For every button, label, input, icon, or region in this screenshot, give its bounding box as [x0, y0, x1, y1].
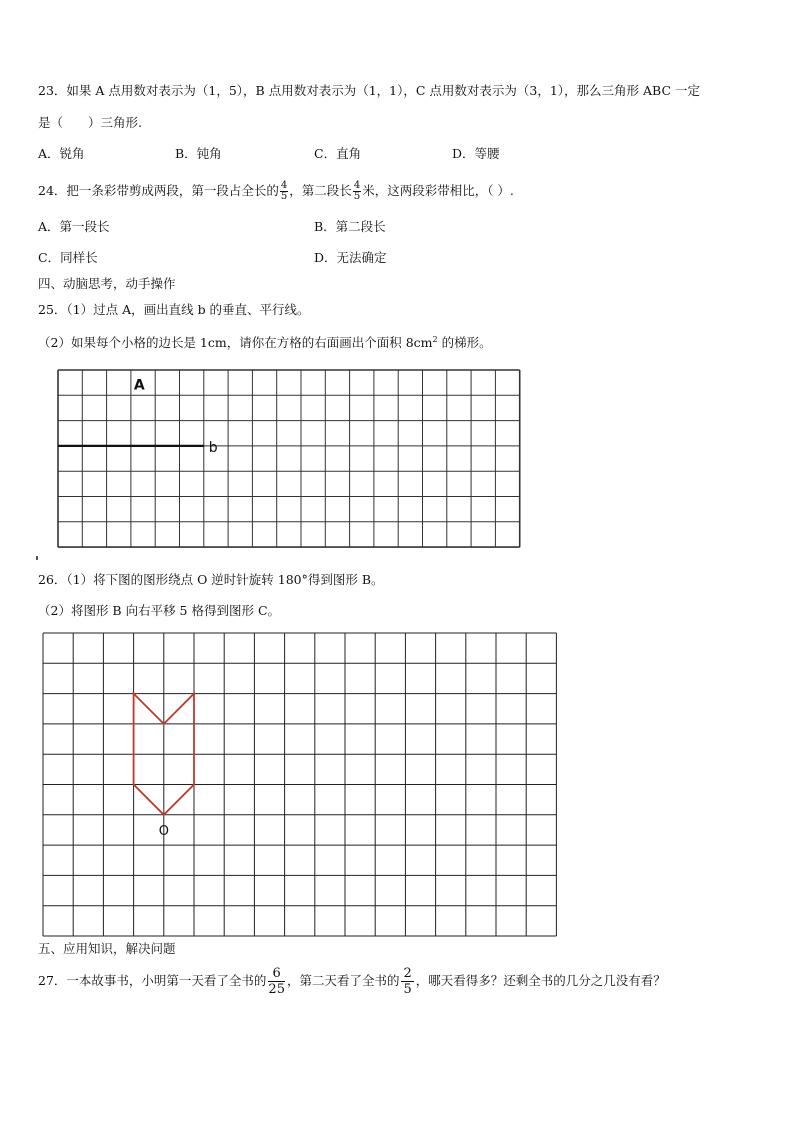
- q24-fraction-1-num: 4: [280, 180, 288, 191]
- q25-line2: [38, 331, 492, 352]
- q25-point-a-label: A: [133, 377, 145, 394]
- q24-fraction-2-num: 4: [353, 180, 361, 191]
- q24-fraction-1-den: 5: [280, 191, 288, 202]
- q23-option-d: D．等腰: [452, 146, 500, 161]
- q24-fraction-2: [353, 181, 361, 202]
- q26-grid: [42, 632, 560, 938]
- q27-text-3: ，哪天看得多？还剩全书的几分之几没有看？: [415, 973, 666, 988]
- q25-line-b-label: b: [208, 439, 218, 456]
- q23-option-a: A．锐角: [38, 146, 85, 161]
- q27-fraction-1-den: 25: [268, 982, 285, 997]
- q24-option-a: A．第一段长: [38, 219, 110, 234]
- section-4-heading: 四、动脑思考，动手操作: [38, 276, 176, 291]
- q24-fraction-2-den: 5: [353, 191, 361, 202]
- q24-stem: [38, 178, 514, 204]
- q24-option-b: B．第二段长: [314, 219, 386, 234]
- q23-option-c: C．直角: [314, 146, 362, 161]
- q24-option-c: C．同样长: [38, 250, 98, 265]
- q24-text-2: ，第二段长: [289, 183, 352, 198]
- q25-line2-text: （2）如果每个小格的边长是 1cm，请你在方格的右面画出个面积 8cm: [38, 335, 433, 351]
- q27-fraction-1-num: 6: [268, 966, 285, 982]
- q26-line1: 26．（1）将下图的图形绕点 O 逆时针旋转 180°得到图形 B。: [38, 572, 384, 587]
- q27-fraction-1: [268, 966, 285, 997]
- scan-mark: [36, 556, 38, 560]
- q27-stem: [38, 962, 666, 1000]
- q24-option-d: D．无法确定: [314, 250, 387, 265]
- q27-text-2: ，第二天看了全书的: [286, 973, 400, 988]
- section-5-heading: 五、应用知识，解决问题: [38, 941, 176, 956]
- q27-fraction-2: [401, 966, 413, 997]
- q24-fraction-1: [280, 181, 288, 202]
- q24-text-3: 米，这两段彩带相比，（ ）.: [362, 183, 514, 198]
- q25-unit-exponent: 2: [432, 335, 438, 344]
- q23-option-b: B．钝角: [175, 146, 222, 161]
- q27-text-1: 27．一本故事书，小明第一天看了全书的: [38, 973, 267, 988]
- q23-line1: 23．如果 A 点用数对表示为（1，5），B 点用数对表示为（1，1），C 点用数对表示为（3，1），那么三角形 ABC 一定: [38, 83, 701, 98]
- q26-line2: （2）将图形 B 向右平移 5 格得到图形 C。: [38, 603, 281, 618]
- q26-point-o-label: O: [158, 823, 170, 839]
- q24-text-1: 24．把一条彩带剪成两段，第一段占全长的: [38, 183, 279, 198]
- q25-line2-tail: 的梯形。: [437, 335, 492, 351]
- q25-line1: 25．（1）过点 A，画出直线 b 的垂直、平行线。: [38, 302, 310, 317]
- q23-line2: 是（ ）三角形.: [38, 115, 142, 130]
- q27-fraction-2-num: 2: [403, 966, 412, 981]
- q25-grid: [56, 368, 526, 553]
- q27-fraction-2-den: 5: [403, 982, 412, 997]
